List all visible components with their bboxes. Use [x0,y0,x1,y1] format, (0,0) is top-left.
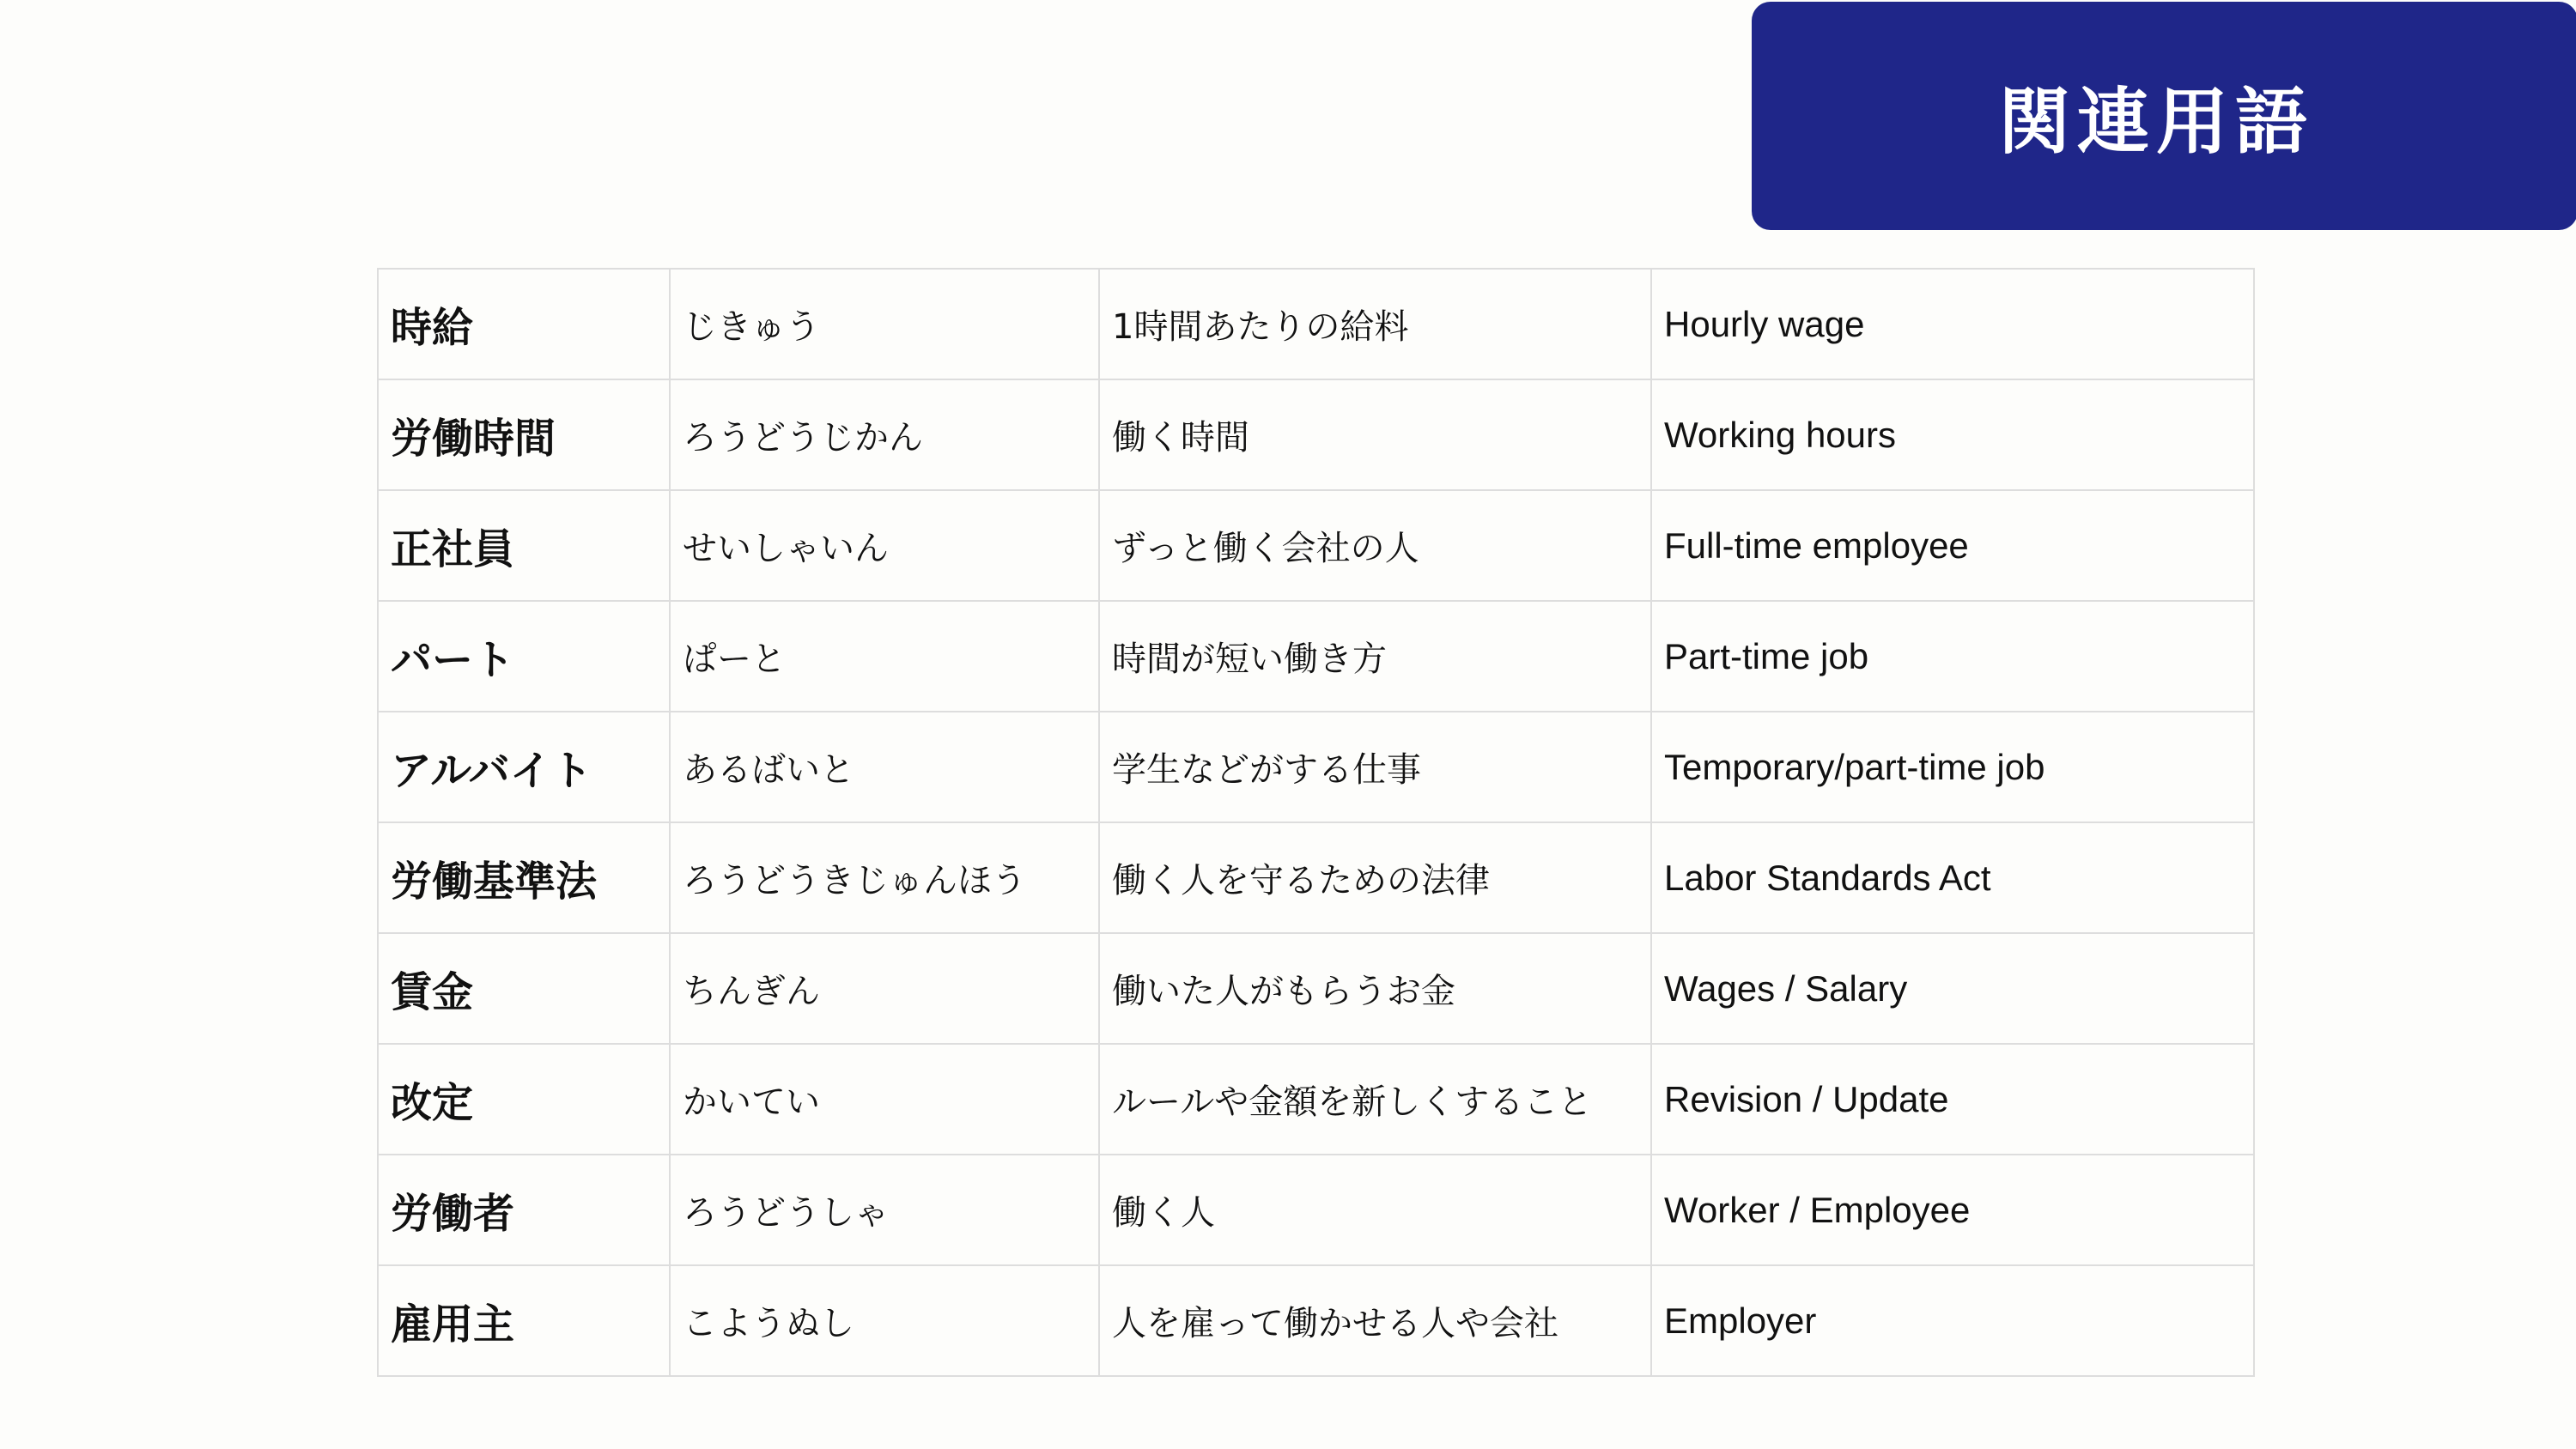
english-cell: Full-time employee [1651,490,2254,601]
term-cell: 時給 [378,269,670,379]
english-cell: Wages / Salary [1651,933,2254,1044]
reading-cell: ろうどうきじゅんほう [670,822,1099,933]
term-cell: 労働時間 [378,379,670,490]
english-cell: Labor Standards Act [1651,822,2254,933]
meaning-cell: 働く人を守るための法律 [1099,822,1651,933]
table-row [378,269,2254,379]
table-row [378,490,2254,601]
term-cell: 賃金 [378,933,670,1044]
term-cell: 労働基準法 [378,822,670,933]
term-cell: アルバイト [378,712,670,822]
term-cell: 労働者 [378,1155,670,1265]
page-title: 関連用語 [1997,79,2314,164]
meaning-cell: ルールや金額を新しくすること [1099,1044,1651,1155]
term-cell: 改定 [378,1044,670,1155]
english-cell: Hourly wage [1651,269,2254,379]
table-row [378,822,2254,933]
english-cell: Working hours [1651,379,2254,490]
meaning-cell: 働く人 [1099,1155,1651,1265]
table-row [378,601,2254,712]
term-cell: パート [378,601,670,712]
reading-cell: あるばいと [670,712,1099,822]
reading-cell: ぱーと [670,601,1099,712]
table-row [378,379,2254,490]
reading-cell: こようぬし [670,1265,1099,1376]
table-row [378,933,2254,1044]
terms-table [377,268,2255,1377]
term-cell: 正社員 [378,490,670,601]
meaning-cell: 人を雇って働かせる人や会社 [1099,1265,1651,1376]
meaning-cell: 学生などがする仕事 [1099,712,1651,822]
english-cell: Part-time job [1651,601,2254,712]
meaning-cell: 時間が短い働き方 [1099,601,1651,712]
table-row [378,1265,2254,1376]
reading-cell: せいしゃいん [670,490,1099,601]
title-banner [1752,2,2576,230]
term-cell: 雇用主 [378,1265,670,1376]
reading-cell: ろうどうしゃ [670,1155,1099,1265]
reading-cell: かいてい [670,1044,1099,1155]
table-row [378,1155,2254,1265]
meaning-cell: 働く時間 [1099,379,1651,490]
reading-cell: じきゅう [670,269,1099,379]
meaning-cell: 働いた人がもらうお金 [1099,933,1651,1044]
table-row [378,712,2254,822]
english-cell: Temporary/part-time job [1651,712,2254,822]
english-cell: Worker / Employee [1651,1155,2254,1265]
english-cell: Employer [1651,1265,2254,1376]
meaning-cell: ずっと働く会社の人 [1099,490,1651,601]
meaning-cell: 1時間あたりの給料 [1099,269,1651,379]
table-row [378,1044,2254,1155]
reading-cell: ろうどうじかん [670,379,1099,490]
english-cell: Revision / Update [1651,1044,2254,1155]
reading-cell: ちんぎん [670,933,1099,1044]
